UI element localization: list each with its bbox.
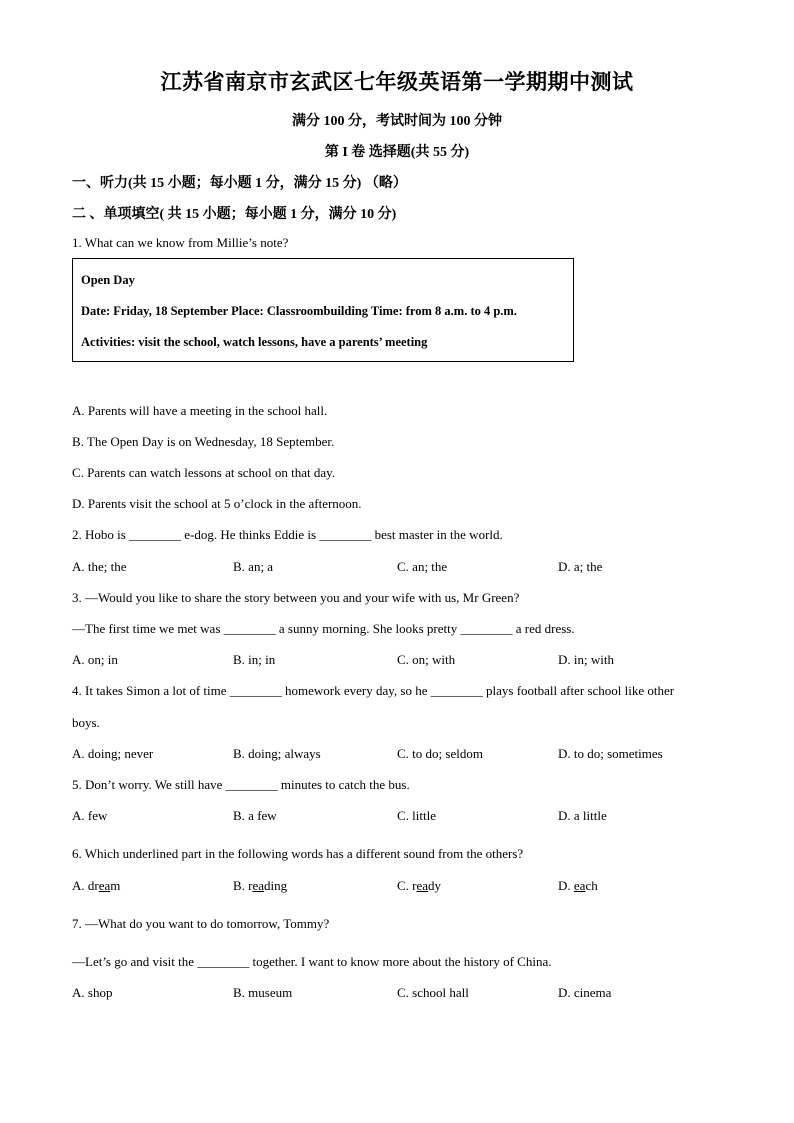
q4-option-d: D. to do; sometimes xyxy=(558,746,663,761)
open-day-note-box xyxy=(72,258,574,362)
q4-stem-1: 4. It takes Simon a lot of time ________ homework every day, so he ________ plays football after school like other xyxy=(72,683,675,698)
q6-option-a xyxy=(72,878,120,894)
q7-stem-2: —Let’s go and visit the ________ together. I want to know more about the history of China. xyxy=(72,954,552,969)
note-activities: Activities: visit the school, watch lessons, have a parents’ meeting xyxy=(81,335,428,349)
section-listening: 一、听力(共 15 小题；每小题 1 分，满分 15 分) （略） xyxy=(72,176,407,191)
q2-option-b: B. an; a xyxy=(233,559,274,574)
q6-d-suffix: ch xyxy=(585,878,598,893)
q4-stem-2: boys. xyxy=(72,715,100,730)
q6-c-underlined: ea xyxy=(416,878,429,893)
q3-option-b: B. in; in xyxy=(233,652,276,667)
q1-option-d: D. Parents visit the school at 5 o’clock in the afternoon. xyxy=(72,496,362,511)
q3-stem-2: —The first time we met was ________ a sunny morning. She looks pretty ________ a red dress. xyxy=(72,621,575,636)
q7-option-b: B. museum xyxy=(233,985,293,1000)
q5-option-d: D. a little xyxy=(558,808,607,823)
part-title: 第 I 卷 选择题(共 55 分) xyxy=(324,145,470,160)
q3-option-d: D. in; with xyxy=(558,652,614,667)
q4-option-a: A. doing; never xyxy=(72,746,154,761)
q1-stem: 1. What can we know from Millie’s note? xyxy=(72,235,289,250)
q6-option-d xyxy=(558,878,598,894)
q6-d-underlined: ea xyxy=(573,878,586,893)
q6-a-underlined: ea xyxy=(98,878,111,893)
q4-option-c: C. to do; seldom xyxy=(397,746,483,761)
note-details: Date: Friday, 18 September Place: Classroombuilding Time: from 8 a.m. to 4 p.m. xyxy=(81,304,517,318)
q1-option-b: B. The Open Day is on Wednesday, 18 September. xyxy=(72,434,335,449)
q4-option-b: B. doing; always xyxy=(233,746,321,761)
q5-option-c: C. little xyxy=(397,808,436,823)
q6-option-c xyxy=(397,878,441,894)
score-info: 满分 100 分，考试时间为 100 分钟 xyxy=(292,114,502,129)
q2-option-a: A. the; the xyxy=(72,559,127,574)
q6-option-b xyxy=(233,878,287,894)
q2-stem: 2. Hobo is ________ e-dog. He thinks Eddie is ________ best master in the world. xyxy=(72,527,503,542)
q7-stem-1: 7. —What do you want to do tomorrow, Tommy? xyxy=(72,916,330,931)
q1-option-c: C. Parents can watch lessons at school on that day. xyxy=(72,465,336,480)
q5-option-a: A. few xyxy=(72,808,108,823)
q5-option-b: B. a few xyxy=(233,808,277,823)
q3-option-c: C. on; with xyxy=(397,652,456,667)
q2-option-d: D. a; the xyxy=(558,559,603,574)
q5-stem: 5. Don’t worry. We still have ________ minutes to catch the bus. xyxy=(72,777,410,792)
note-heading: Open Day xyxy=(81,273,135,287)
q6-b-suffix: ding xyxy=(264,878,288,893)
q3-stem-1: 3. —Would you like to share the story between you and your wife with us, Mr Green? xyxy=(72,590,520,605)
q1-option-a: A. Parents will have a meeting in the school hall. xyxy=(72,403,328,418)
q6-a-suffix: m xyxy=(110,878,121,893)
q7-option-c: C. school hall xyxy=(397,985,469,1000)
q6-b-prefix: B. r xyxy=(233,878,253,893)
q6-b-underlined: ea xyxy=(252,878,265,893)
q6-c-suffix: dy xyxy=(428,878,442,893)
q6-d-prefix: D. xyxy=(558,878,574,893)
q2-option-c: C. an; the xyxy=(397,559,448,574)
q7-option-a: A. shop xyxy=(72,985,113,1000)
q6-c-prefix: C. r xyxy=(397,878,417,893)
q6-a-prefix: A. dr xyxy=(72,878,99,893)
q3-option-a: A. on; in xyxy=(72,652,118,667)
section-single-choice: 二 、单项填空( 共 15 小题；每小题 1 分，满分 10 分) xyxy=(72,207,397,222)
q7-option-d: D. cinema xyxy=(558,985,612,1000)
q6-stem: 6. Which underlined part in the following words has a different sound from the others? xyxy=(72,846,524,861)
exam-title: 江苏省南京市玄武区七年级英语第一学期期中测试 xyxy=(160,70,634,94)
